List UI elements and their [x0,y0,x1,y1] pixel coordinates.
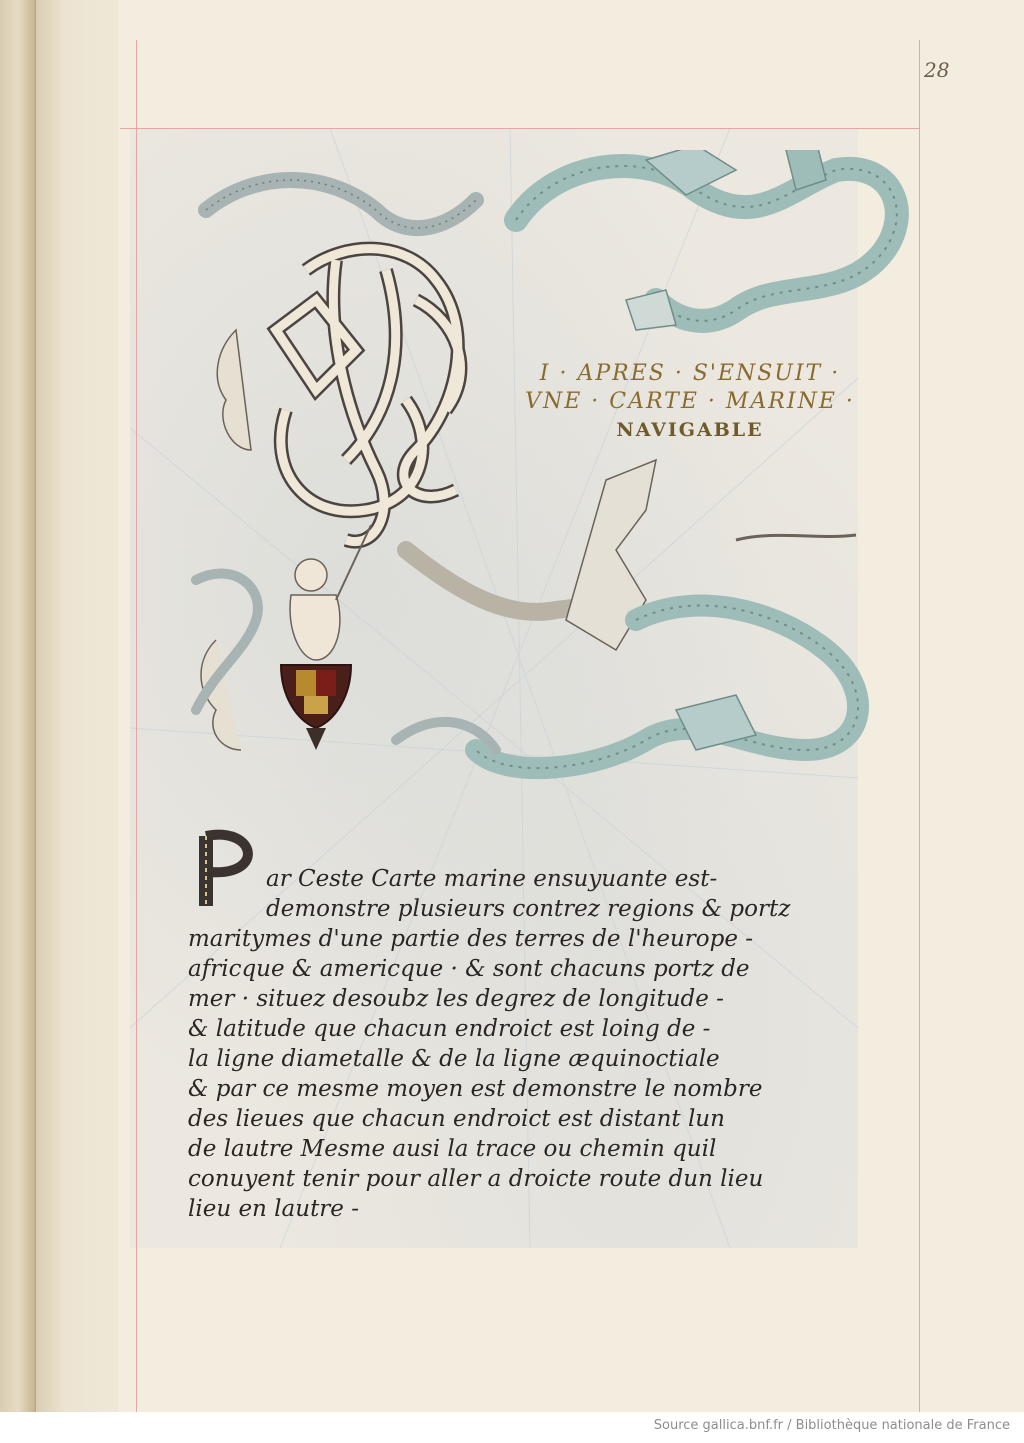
body-line: conuyent tenir pour aller a droicte route dun lieu [188,1166,764,1192]
previous-page-edge [0,0,40,1412]
margin-rule-top [120,128,920,129]
body-line: demonstre plusieurs contrez regions & portz [266,896,791,922]
illuminated-initial [176,150,916,860]
chapter-title [490,360,890,444]
body-line: & par ce mesme moyen est demonstre le nombre [188,1076,763,1102]
knotwork-initial-icon [276,249,460,542]
margin-rule-right [919,40,920,1412]
body-line: africque & americque · & sont chacuns portz de [188,956,750,982]
title-line-3: NAVIGABLE [616,419,764,441]
page-gutter [36,0,118,1412]
margin-rule-left [136,40,137,1412]
coat-of-arms-icon [281,665,351,750]
folio-number: 28 [924,58,950,82]
body-line: des lieues que chacun endroict est distant lun [188,1106,725,1132]
body-line: mer · situez desoubz les degrez de longitude - [188,986,724,1012]
source-credit: Source gallica.bnf.fr / Bibliothèque nationale de France [653,1418,1010,1433]
body-line: maritymes d'une partie des terres de l'heurope - [188,926,754,952]
body-line: de lautre Mesme ausi la trace ou chemin quil [188,1136,717,1162]
body-line: & latitude que chacun endroict est loing de - [188,1016,711,1042]
source-bar [0,1412,1024,1443]
sea-serpent-icon [476,606,858,769]
body-line: ar Ceste Carte marine ensuyuante est- [266,866,718,892]
knotwork-initial-icon [196,826,266,912]
body-line: lieu en lautre - [188,1196,359,1222]
sea-serpent-icon [516,150,897,330]
body-line: la ligne diametalle & de la ligne æquinoctiale [188,1046,720,1072]
title-line-2: VNE · CARTE · MARINE · [525,389,855,414]
title-line-1: I · APRES · S'ENSUIT · [539,361,841,386]
